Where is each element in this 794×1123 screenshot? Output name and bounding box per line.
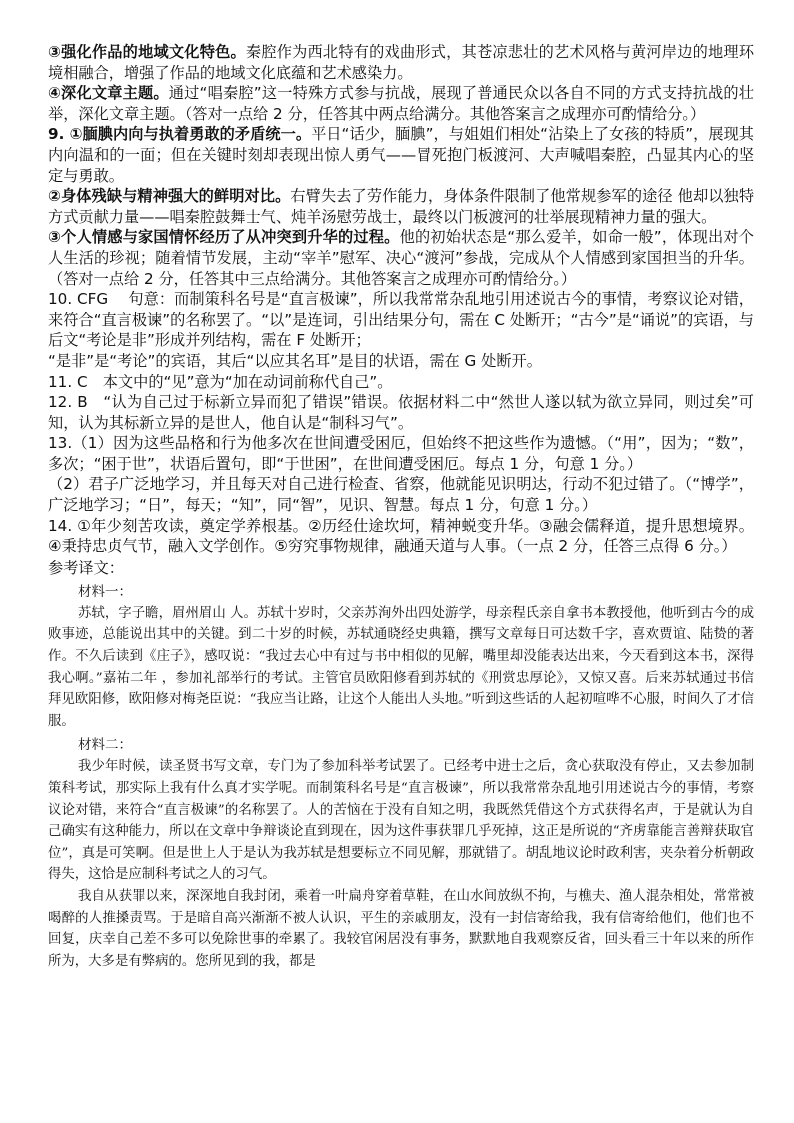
reference-title: 参考译文： <box>48 558 124 577</box>
answer-paragraph <box>48 186 754 227</box>
answer-heading: ③强化作品的地域文化特色。 <box>48 43 246 61</box>
answer-paragraph <box>48 124 754 186</box>
answer-heading: ③个人情感与家国情怀经历了从冲突到升华的过程。 <box>48 228 400 247</box>
reference-translation <box>48 557 754 973</box>
answer-paragraph <box>48 42 754 83</box>
answer-paragraph <box>48 474 754 515</box>
material-two-paragraph-1: 我少年时候，读圣贤书写文章，专门为了参加科举考试罢了。已经考中进士之后，贪心获取没有停止，又去参加制策科考试，那实际上我有什么真才实学呢。而制策科名号是“直言极谏”，所以我常常杂乱地引用述说古今的事情，考察议论对错，来符合“直言极谏”的名称罢了。人的苦恼在于没有自知之明，我既然凭借这个方式获得名声，于是就认为自己确实有这种能力，所以在文章中争辩谈论直到现在，因为这件事获罪几乎死掉，这正是所说的“齐虏靠能言善辩获取官位”，真是可笑啊。但是世上人于是认为我苏轼是想要标立不同见解，那就错了。胡乱地议论时政利害，夹杂着分析朝政得失，这恰是应制科考试之人的习气。 <box>48 759 755 883</box>
answer-paragraph <box>48 289 754 351</box>
answer-paragraph <box>48 372 754 393</box>
answer-text: 通过“唱秦腔”这一特殊方式参与抗战，展现了普通民众以各自不同的方式支持抗战的壮举，深化文章主题。（答对一点给 2 分，任答其中两点给满分。其他答案言之成理亦可酌情给分。） <box>48 84 754 123</box>
answer-text: 13.（1）因为这些品格和行为他多次在世间遭受困厄，但始终不把这些作为遗憾。（“用”，因为；“数”，多次；“困于世”，状语后置句，即“于世困”，在世间遭受困厄。每点 1 分，句意 1 分。） <box>48 434 754 473</box>
answer-heading: ④深化文章主题。 <box>48 84 169 103</box>
answer-text: 右臂失去了劳作能力，身体条件限制了他常规参军的途径 他却以独特方式贡献力量——唱秦腔鼓舞士气、炖羊汤慰劳战士，最终以门板渡河的壮举展现精神力量的强大。 <box>48 187 755 226</box>
answer-text: “是非”是“考论”的宾语，其后“以应其名耳”是目的状语，需在 G 处断开。 <box>48 351 542 370</box>
answer-text: 12. B “认为自己过于标新立异而犯了错误”错误。依据材料二中“然世人遂以轼为欲立异同，则过矣”可知，认为其标新立异的是世人，他自认是“制科习气”。 <box>48 393 754 432</box>
material-one-title: 材料一： <box>78 583 132 600</box>
answer-heading: ②身体残缺与精神强大的鲜明对比。 <box>48 187 291 206</box>
material-two-paragraph-2: 我自从获罪以来，深深地自我封闭，乘着一叶扁舟穿着草鞋，在山水间放纵不拘，与樵夫、渔人混杂相处，常常被喝醉的人推搡责骂。于是暗自高兴渐渐不被人认识，平生的亲戚朋友，没有一封信寄给我，我有信寄给他们，他们也不回复，庆幸自己差不多可以免除世事的牵累了。我较官闲居没有事务，默默地自我观察反省，回头看三十年以来的所作所为，大多是有弊病的。您所见到的我，都是 <box>48 888 754 969</box>
material-two-title: 材料二： <box>78 737 132 754</box>
answer-text: 14. ①年少刻苦攻读，奠定学养根基。②历经仕途坎坷，精神蜕变升华。③融会儒释道，提升思想境界。④秉持忠贞气节，融入文学创作。⑤穷究事物规律，融通天道与人事。（一点 2 分，任答三点得 6 分。） <box>48 516 754 556</box>
answer-text: 10. CFG 句意：而制策科名号是“直言极谏”，所以我常常杂乱地引用述说古今的事情，考察议论对错，来符合“直言极谏”的名称罢了。“以”是连词，引出结果分句，需在 C 处断开；“古今”是“诵说”的宾语，与后文“考论是非”形成并列结构，需在 F 处断开； <box>48 290 754 350</box>
answer-text: 11. C 本文中的“见”意为“加在动词前称代自己”。 <box>48 372 393 391</box>
answer-paragraph <box>48 392 754 433</box>
answer-paragraph <box>48 516 754 557</box>
document-page <box>48 42 754 972</box>
answer-text: 秦腔作为西北特有的戏曲形式，其苍凉悲壮的艺术风格与黄河岸边的地理环境相融合，增强了作品的地域文化底蕴和艺术感染力。 <box>48 43 755 82</box>
answer-heading: 9. ①腼腆内向与执着勇敢的矛盾统一。 <box>48 125 312 144</box>
answer-text: 平日“话少，腼腆”，与姐姐们相处“沾染上了女孩的特质”，展现其内向温和的一面；但在关键时刻却表现出惊人勇气——冒死抱门板渡河、大声喊唱秦腔，凸显其内心的坚定与勇敢。 <box>48 125 754 185</box>
answer-paragraph <box>48 83 754 124</box>
answer-text: 他的初始状态是“那么爱羊，如命一般”，体现出对个人生活的珍视；随着情节发展，主动“宰羊”慰军、决心“渡河”参战，完成从个人情感到家国担当的升华。（答对一点给 2 分，任答其中三点给满分。其他答案言之成理亦可酌情给分。） <box>48 228 754 288</box>
answer-text: （2）君子广泛地学习，并且每天对自己进行检查、省察，他就能见识明达，行动不犯过错了。（“博学”，广泛地学习；“日”，每天；“知”，同“智”，见识、智慧。每点 1 分，句意 1 分。） <box>48 475 754 515</box>
answer-section <box>48 42 754 557</box>
material-one-text: 苏轼，字子瞻，眉州眉山 人。苏轼十岁时，父亲苏洵外出四处游学，母亲程氏亲自拿书本教授他，他听到古今的成败事迹，总能说出其中的关键。到二十岁的时候，苏轼通晓经史典籍，撰写文章每日可达数千字，喜欢贾谊、陆贽的著作。不久后读到《庄子》，感叹说：“我过去心中有过与书中相似的见解，嘴里却没能表达出来，今天看到这本书，深得我心啊。”嘉祐二年 ，参加礼部举行的考试。主管官员欧阳修看到苏轼的《刑赏忠厚论》，又惊又喜。后来苏轼通过书信拜见欧阳修，欧阳修对梅尧臣说：“我应当让路，让这个人能出人头地。”听到这些话的人起初喧哗不心服，时间久了才信服。 <box>48 605 754 729</box>
answer-paragraph <box>48 433 754 474</box>
answer-paragraph <box>48 351 754 372</box>
answer-paragraph <box>48 227 754 289</box>
